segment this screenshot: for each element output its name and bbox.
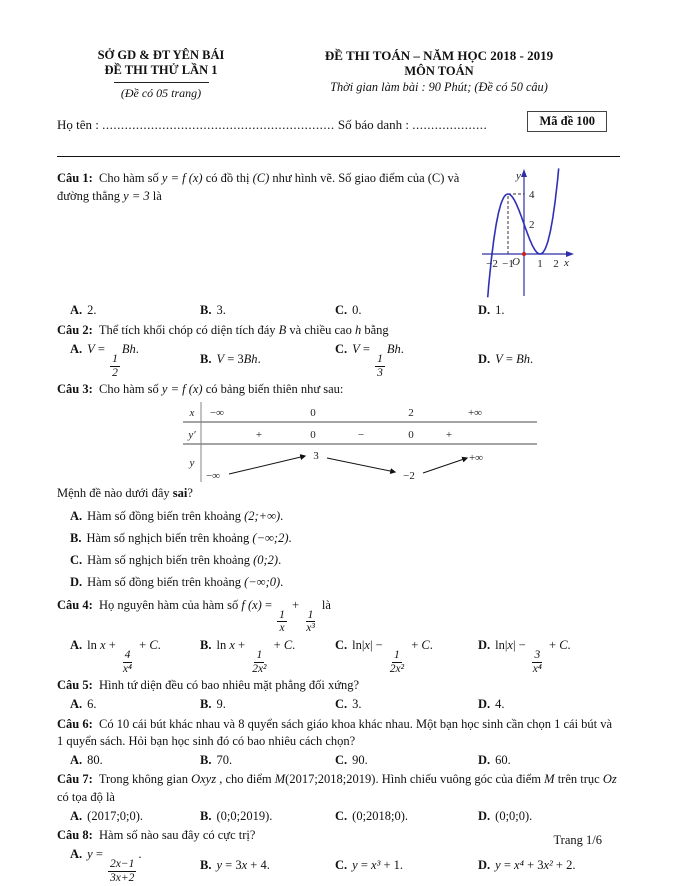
option-D: D. 4. [478, 697, 505, 712]
curve-graph-figure [464, 166, 576, 302]
option-C: C. y = x³ + 1. [335, 858, 404, 872]
option-C: C. 3. [335, 697, 362, 712]
bbt-x-value: 2 [408, 407, 414, 420]
exam-duration: Thời gian làm bài : 90 Phút; (Đề có 50 câu) [330, 79, 548, 94]
exam-round: ĐỀ THI THỬ LẦN 1 [104, 63, 218, 77]
options [57, 808, 620, 825]
x-tick-label: 1 [537, 258, 543, 271]
bbt-yprime-value: 0 [310, 429, 316, 442]
question-number: Câu 2: [57, 322, 93, 337]
options [57, 696, 620, 713]
option-letter: C. [70, 553, 83, 568]
bbt-y-end: +∞ [468, 452, 484, 465]
question-text: Câu 7: Trong không gian Oxyz , cho điểm M(2017;2018;2019). Hình chiếu vuông góc của điểm M trên trục Oz có tọa độ là [57, 772, 617, 804]
bbt-x-value: +∞ [467, 407, 483, 420]
exam-subject: MÔN TOÁN [404, 63, 474, 78]
question-number: Câu 8: [57, 828, 93, 843]
option-letter: D. [478, 858, 491, 872]
question-2 [57, 322, 620, 380]
question-5 [57, 677, 620, 714]
question-subtext: Mệnh đề nào dưới đây sai? [57, 486, 193, 501]
option-letter: D. [478, 753, 491, 768]
question-8 [57, 827, 620, 885]
options [57, 508, 620, 592]
option-letter: A. [70, 808, 83, 823]
option-D: D. Hàm số đồng biến trên khoảng (−∞;0). [70, 575, 284, 590]
question-text: Câu 3: Cho hàm số y = f (x) có bảng biến thiên như sau: [57, 382, 344, 397]
candidate-info-row [57, 114, 620, 144]
option-letter: C. [335, 753, 348, 768]
question-text: Câu 8: Hàm số nào sau đây có cực trị? [57, 828, 256, 843]
name-blank-line: .............................................................. [102, 117, 335, 133]
option-A: A. 6. [70, 697, 97, 712]
variation-table-figure [183, 400, 543, 484]
origin-label: O [512, 256, 520, 269]
fraction: $\frac{1}{\text{2x²}}$ [389, 648, 405, 675]
x-tick-label: −2 [486, 258, 498, 271]
bbt-yprime-value: 0 [408, 429, 414, 442]
option-letter: A. [70, 753, 83, 768]
exam-code-badge: Mã đề 100 [527, 111, 607, 132]
bbt-y-min: −2 [403, 470, 415, 483]
option-letter: C. [335, 858, 348, 872]
option-B: B. ln x + $\frac{1}{\text{2x²}}$ + C. [200, 637, 296, 675]
y-axis-arrow [521, 169, 527, 177]
question-text: Câu 6: Có 10 cái bút khác nhau và 8 quyển sách giáo khoa khác nhau. Một bạn học sinh cần chọn 1 cái bút và 1 quyển sách. Hỏi bạn học sinh đó có bao nhiêu cách chọn? [57, 716, 613, 748]
page-number: Trang 1/6 [553, 833, 602, 847]
fraction: $\frac{1}{\text{x³}}$ [306, 608, 315, 635]
question-7 [57, 771, 620, 825]
y-axis-label: y [516, 170, 521, 183]
sbd-blank-line: .................... [412, 117, 488, 133]
options [57, 302, 620, 319]
option-letter: B. [200, 808, 212, 823]
separator-line [57, 156, 620, 157]
graph-svg [464, 166, 576, 302]
origin-point [522, 252, 526, 256]
name-label: Họ tên : [57, 117, 99, 133]
department-name: SỞ GD & ĐT YÊN BÁI [97, 48, 225, 62]
option-A: A. Hàm số đồng biến trên khoảng (2;+∞). [70, 508, 284, 523]
option-C: C. 90. [335, 753, 368, 768]
x-tick-label: −1 [502, 258, 514, 271]
fraction: $\frac{1}{\text{2x²}}$ [252, 648, 267, 675]
option-letter: D. [70, 575, 83, 590]
x-tick-label: 2 [553, 258, 559, 271]
option-C: C. 0. [335, 303, 362, 318]
option-A: A. y = $\frac{2x-1}{3x+2}$ . [70, 847, 142, 885]
bbt-x-value: 0 [310, 407, 316, 420]
option-letter: B. [200, 303, 212, 318]
sbd-label: Số báo danh : [337, 117, 410, 133]
options [57, 341, 620, 379]
option-B: B. y = 3x + 4. [200, 858, 270, 872]
exam-header [57, 48, 620, 100]
question-text: Câu 2: Thể tích khối chóp có diện tích đáy B và chiều cao h bằng [57, 322, 389, 337]
page-content [57, 48, 620, 886]
bbt-yprime-value: + [255, 429, 263, 442]
option-letter: D. [478, 303, 491, 318]
option-D: D. ln|x| − $\frac{3}{\text{x⁴}}$ + C. [478, 637, 571, 675]
option-letter: C. [335, 303, 348, 318]
options [57, 637, 620, 675]
option-letter: D. [478, 808, 491, 823]
fraction: $\frac{1}{2}$ [112, 352, 118, 379]
option-letter: B. [200, 858, 212, 872]
bbt-row-label-yprime: y′ [188, 429, 196, 442]
option-letter: C. [335, 697, 348, 712]
bbt-y-max: 3 [313, 450, 319, 463]
option-A: A. V = $\frac{1}{2}$ Bh. [70, 341, 139, 379]
question-number: Câu 3: [57, 382, 93, 397]
question-6 [57, 716, 620, 770]
bbt-svg [183, 400, 543, 484]
question-number: Câu 4: [57, 597, 93, 612]
option-C: C. V = $\frac{1}{3}$ Bh. [335, 341, 404, 379]
header-right-block [265, 48, 613, 100]
page-count-note: (Đề có 05 trang) [120, 86, 202, 100]
option-D: D. y = x⁴ + 3x² + 2. [478, 858, 576, 872]
question-text: Câu 4: Họ nguyên hàm của hàm số f (x) = $\frac{1}{x}$ + $\frac{1}{\text{x³}}$ là [57, 597, 331, 635]
options [57, 752, 620, 769]
option-letter: A. [70, 341, 83, 356]
fraction: $\frac{3}{\text{x⁴}}$ [532, 648, 542, 675]
option-letter: C. [335, 637, 348, 652]
option-B: B. Hàm số nghịch biến trên khoảng (−∞;2). [70, 530, 292, 545]
option-A: A. (2017;0;0). [70, 808, 144, 823]
option-D: D. V = Bh. [478, 352, 534, 367]
option-letter: D. [478, 637, 491, 652]
y-tick-label: 2 [529, 219, 535, 232]
fraction: $\frac{1}{x}$ [279, 608, 285, 635]
questions-list [57, 170, 620, 884]
option-letter: C. [335, 808, 348, 823]
bbt-yprime-value: − [357, 429, 365, 442]
bbt-row-label-x: x [189, 407, 195, 420]
question-1 [57, 170, 620, 319]
option-A: A. ln x + $\frac{4}{\text{x⁴}}$ + C. [70, 637, 161, 675]
header-underline [114, 82, 209, 83]
option-A: A. 80. [70, 753, 103, 768]
x-axis-label: x [564, 257, 569, 270]
option-D: D. (0;0;0). [478, 808, 533, 823]
bbt-arrow [229, 456, 305, 474]
options [57, 846, 620, 884]
bbt-x-value: −∞ [209, 407, 225, 420]
option-D: D. 1. [478, 303, 505, 318]
bbt-yprime-value: + [445, 429, 453, 442]
option-B: B. 3. [200, 303, 226, 318]
option-letter: C. [335, 341, 348, 356]
question-number: Câu 1: [57, 171, 93, 186]
question-number: Câu 7: [57, 772, 93, 787]
option-C: C. ln|x| − $\frac{1}{\text{2x²}}$ + C. [335, 637, 433, 675]
question-4 [57, 597, 620, 676]
option-B: B. 9. [200, 697, 226, 712]
question-text: Câu 5: Hình tứ diện đều có bao nhiêu mặt phẳng đối xứng? [57, 678, 360, 693]
option-letter: A. [70, 847, 83, 862]
function-curve [488, 169, 559, 298]
fraction: $\frac{2x-1}{3x+2}$ [110, 858, 135, 885]
option-letter: A. [70, 303, 83, 318]
option-letter: B. [200, 697, 212, 712]
fraction: $\frac{1}{3}$ [377, 352, 383, 379]
fraction: $\frac{4}{\text{x⁴}}$ [122, 648, 132, 675]
option-letter: A. [70, 508, 83, 523]
option-letter: A. [70, 637, 83, 652]
option-D: D. 60. [478, 753, 511, 768]
question-text: Câu 1: Cho hàm số y = f (x) có đồ thị (C) như hình vẽ. Số giao điểm của (C) và đường thẳng y = 3 là [57, 171, 460, 203]
option-B: B. (0;0;2019). [200, 808, 273, 823]
bbt-arrow [327, 458, 395, 472]
option-C: C. Hàm số nghịch biến trên khoảng (0;2). [70, 553, 282, 568]
option-letter: B. [200, 352, 212, 367]
option-letter: B. [70, 530, 82, 545]
option-C: C. (0;2018;0). [335, 808, 409, 823]
option-A: A. 2. [70, 303, 97, 318]
question-number: Câu 5: [57, 678, 93, 693]
y-tick-label: 4 [529, 189, 535, 202]
option-B: B. 70. [200, 753, 233, 768]
question-number: Câu 6: [57, 716, 93, 731]
option-B: B. V = 3Bh. [200, 352, 261, 367]
option-letter: A. [70, 697, 83, 712]
option-letter: B. [200, 637, 212, 652]
bbt-y-start: −∞ [205, 470, 221, 483]
bbt-arrow [423, 458, 467, 473]
option-letter: B. [200, 753, 212, 768]
header-left-block [57, 48, 265, 100]
option-letter: D. [478, 352, 491, 367]
exam-title: ĐỀ THI TOÁN – NĂM HỌC 2018 - 2019 [324, 48, 554, 63]
bbt-row-label-y: y [189, 457, 195, 470]
option-letter: D. [478, 697, 491, 712]
question-3 [57, 381, 620, 592]
